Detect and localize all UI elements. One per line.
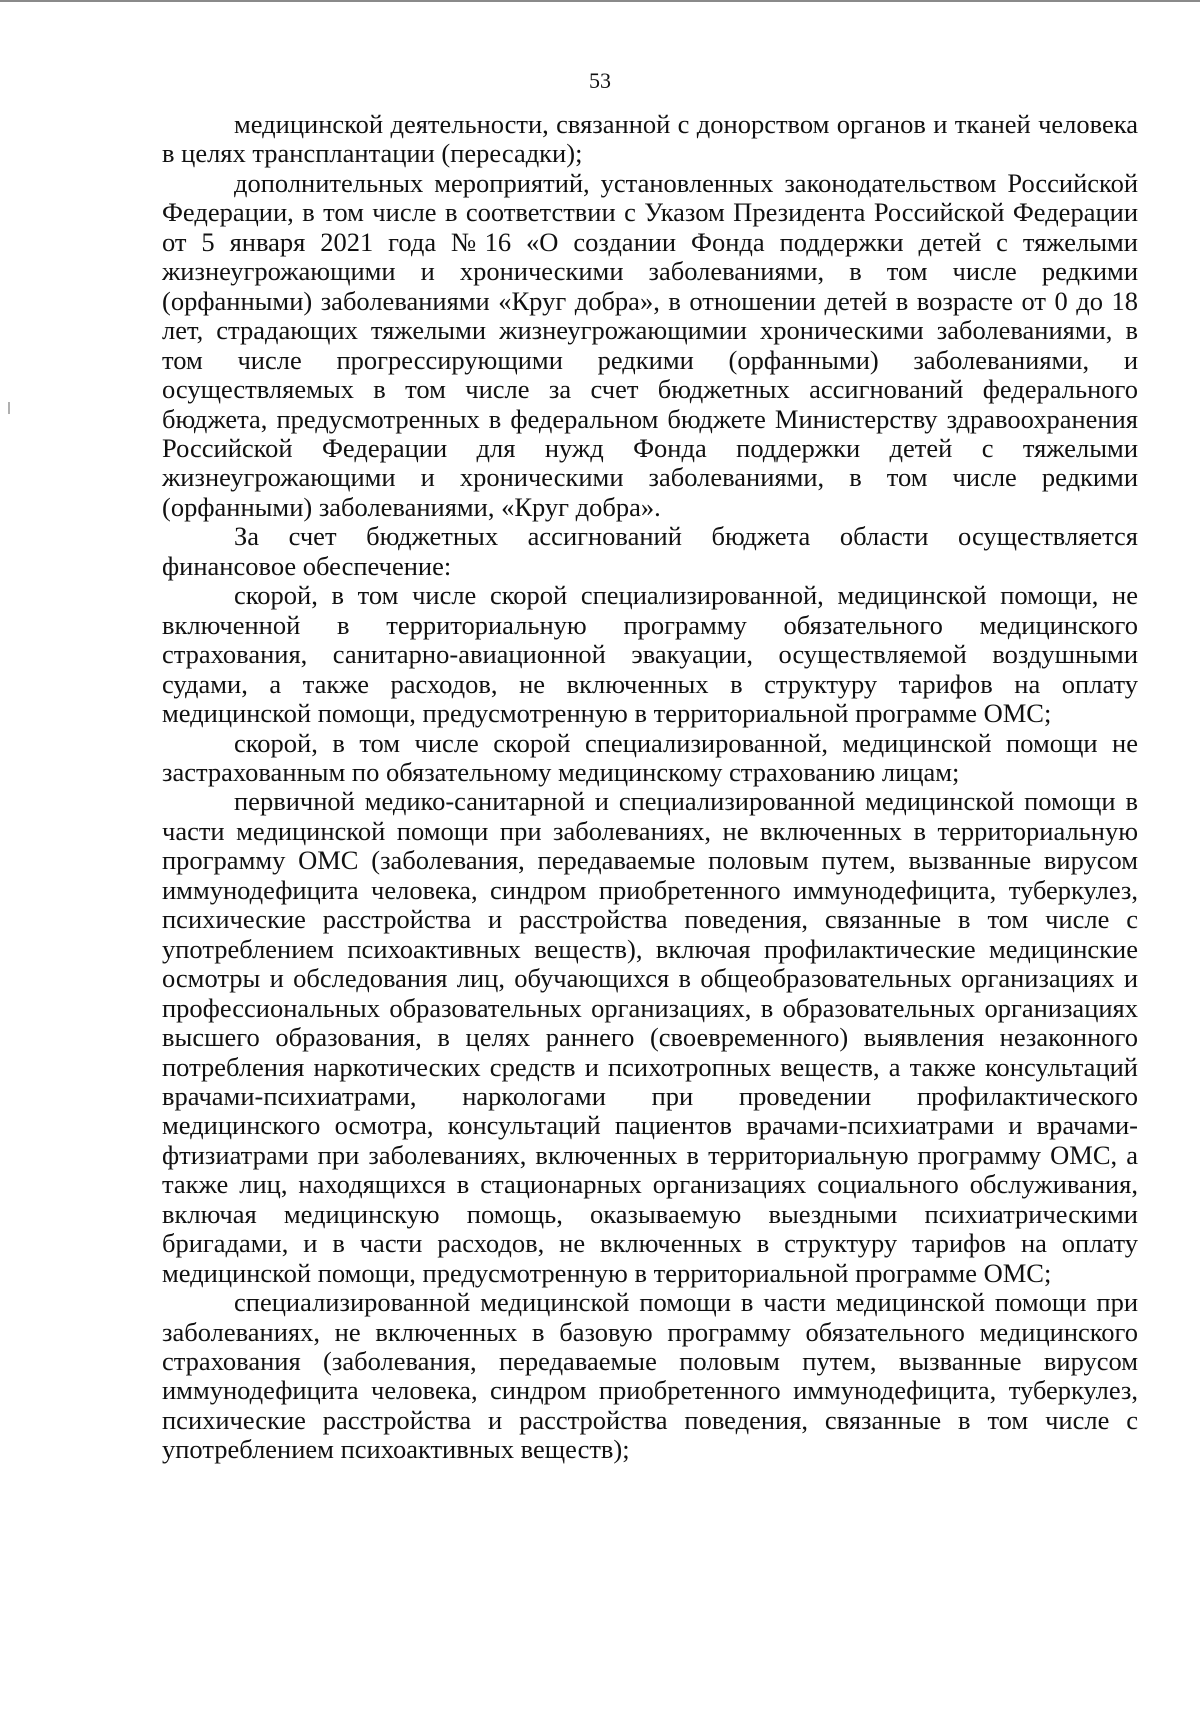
paragraph-6: первичной медико-санитарной и специализированной медицинской помощи в части медицинской помощи при заболеваниях, не включенных в территориальную программу ОМС (заболевания, передаваемые половым путем, вызванные вирусом иммунодефицита человека, синдром приобретенного иммунодефицита, туберкулез, психические расстройства и расстройства поведения, связанные в том числе с употреблением психоактивных веществ), включая профилактические медицинские осмотры и обследования лиц, обучающихся в общеобразовательных организациях и профессиональных образовательных организациях, в образовательных организациях высшего образования, в целях раннего (своевременного) выявления незаконного потребления наркотических средств и психотропных веществ, а также консультаций врачами-психиатрами, наркологами при проведении профилактического медицинского осмотра, консультаций пациентов врачами-психиатрами и врачами-фтизиатрами при заболеваниях, включенных в территориальную программу ОМС, а также лиц, находящихся в стационарных организациях социального обслуживания, включая медицинскую помощь, оказываемую выездными психиатрическими бригадами, и в части расходов, не включенных в структуру тарифов на оплату медицинской помощи, предусмотренную в территориальной программе ОМС; bbox=[162, 786, 1138, 1288]
paragraph-5: скорой, в том числе скорой специализированной, медицинской помощи не застрахованным по обязательному медицинскому страхованию лицам; bbox=[162, 727, 1138, 787]
page-top-edge bbox=[0, 0, 1200, 2]
paragraph-3: За счет бюджетных ассигнований бюджета области осуществляется финансовое обеспечение: bbox=[162, 521, 1138, 581]
paragraph-1: медицинской деятельности, связанной с донорством органов и тканей человека в целях трансплантации (пересадки); bbox=[162, 109, 1138, 169]
margin-mark bbox=[8, 402, 10, 414]
document-body bbox=[162, 110, 1138, 1465]
paragraph-4: скорой, в том числе скорой специализированной, медицинской помощи, не включенной в территориальную программу обязательного медицинского страхования, санитарно-авиационной эвакуации, осуществляемой воздушными судами, а также расходов, не включенных в структуру тарифов на оплату медицинской помощи, предусмотренную в территориальной программе ОМС; bbox=[162, 580, 1138, 729]
page-number: 53 bbox=[589, 68, 611, 93]
paragraph-2: дополнительных мероприятий, установленных законодательством Российской Федерации, в том числе в соответствии с Указом Президента Российской Федерации от 5 января 2021 года №16 «О создании Фонда поддержки детей с тяжелыми жизнеугрожающими и хроническими заболеваниями, в том числе редкими (орфанными) заболеваниями «Круг добра», в отношении детей в возрасте от 0 до 18 лет, страдающих тяжелыми жизнеугрожающимии хроническими заболеваниями, в том числе прогрессирующими редкими (орфанными) заболеваниями, и осуществляемых в том числе за счет бюджетных ассигнований федерального бюджета, предусмотренных в федеральном бюджете Министерству здравоохранения Российской Федерации для нужд Фонда поддержки детей с тяжелыми жизнеугрожающими и хроническими заболеваниями, в том числе редкими (орфанными) заболеваниями, «Круг добра». bbox=[162, 167, 1138, 522]
paragraph-7: специализированной медицинской помощи в части медицинской помощи при заболеваниях, не включенных в базовую программу обязательного медицинского страхования (заболевания, передаваемые половым путем, вызванные вирусом иммунодефицита человека, синдром приобретенного иммунодефицита, туберкулез, психические расстройства и расстройства поведения, связанные в том числе с употреблением психоактивных веществ); bbox=[162, 1287, 1138, 1465]
